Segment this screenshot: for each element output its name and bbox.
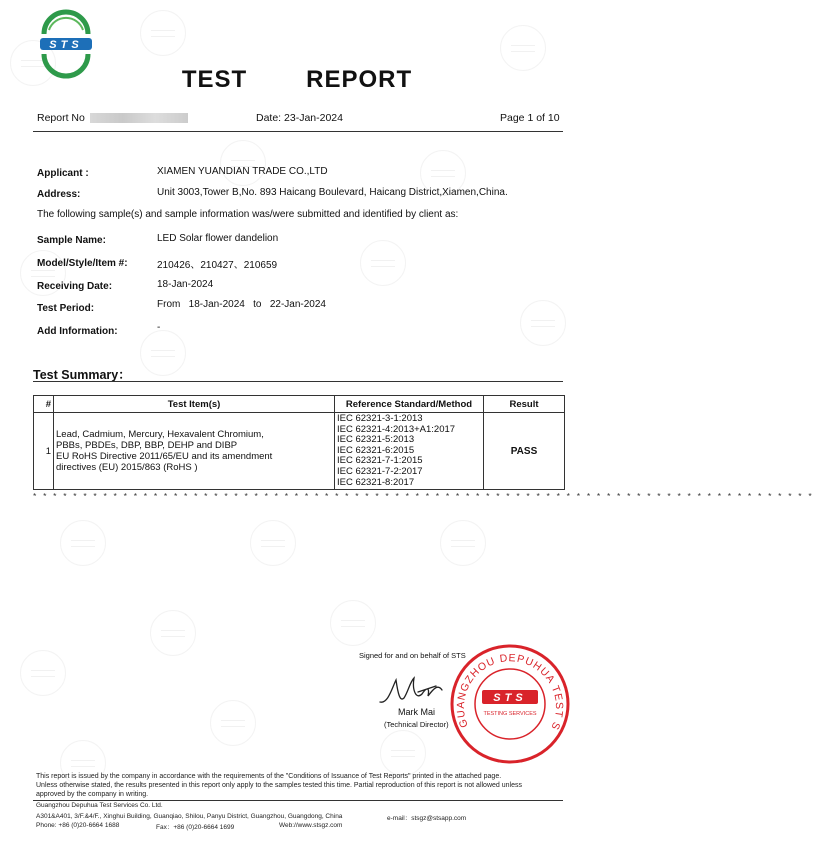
receiving-date-value: 18-Jan-2024 bbox=[157, 279, 214, 290]
column-header: Result bbox=[484, 396, 565, 413]
test-period-label: Test Period: bbox=[37, 303, 95, 314]
table-row bbox=[34, 413, 565, 490]
footer-email: e-mail：stsgz@stsapp.com bbox=[387, 815, 467, 822]
address-label: Address: bbox=[37, 189, 81, 200]
watermark-icon bbox=[440, 520, 486, 566]
column-header: Reference Standard/Method bbox=[335, 396, 484, 413]
redacted-report-number bbox=[90, 113, 188, 123]
footer-phone: Phone: +86 (0)20-6664 1688 bbox=[36, 822, 120, 829]
watermark-icon bbox=[520, 300, 566, 346]
watermark-icon bbox=[360, 240, 406, 286]
add-information-label: Add Information: bbox=[37, 326, 118, 337]
report-no-label: Report No bbox=[37, 112, 85, 124]
company-seal bbox=[448, 642, 572, 771]
footer-web: Web://www.stsgz.com bbox=[279, 822, 343, 829]
page-title: TEST REPORT bbox=[181, 66, 413, 93]
watermark-icon bbox=[220, 140, 266, 186]
signer-role: (Technical Director) bbox=[384, 720, 449, 729]
receiving-date-label: Receiving Date: bbox=[37, 281, 113, 292]
add-information-value: - bbox=[157, 322, 161, 333]
watermark-icon bbox=[250, 520, 296, 566]
watermark-icon bbox=[210, 700, 256, 746]
test-period-value: From 18-Jan-2024 to 22-Jan-2024 bbox=[157, 299, 326, 310]
signed-for-text: Signed for and on behalf of STS bbox=[359, 651, 466, 660]
disclaimer-line-3: approved by the company in writing. bbox=[36, 791, 149, 798]
test-items-cell: Lead, Cadmium, Mercury, Hexavalent Chromium, PBBs, PBDEs, DBP, BBP, DEHP and DIBP EU RoHS Directive 2011/65/EU and its amendment directives (EU) 2015/863 (RoHS ) bbox=[54, 413, 335, 490]
model-value: 210426、210427、210659 bbox=[157, 260, 278, 271]
watermark-icon bbox=[380, 730, 426, 776]
watermark-icon bbox=[500, 25, 546, 71]
disclaimer-line-1: This report is issued by the company in accordance with the requirements of the "Conditions of Issuance of Test Reports" printed in the attached page. bbox=[36, 773, 502, 780]
address-value: Unit 3003,Tower B,No. 893 Haicang Boulevard, Haicang District,Xiamen,China. bbox=[157, 187, 508, 198]
footer-company: Guangzhou Depuhua Test Services Co. Ltd. bbox=[36, 802, 163, 809]
intro-text: The following sample(s) and sample information was/were submitted and identified by client as: bbox=[37, 209, 459, 220]
sample-name-value: LED Solar flower dandelion bbox=[157, 233, 279, 244]
sample-name-label: Sample Name: bbox=[37, 235, 106, 246]
watermark-icon bbox=[330, 600, 376, 646]
applicant-label: Applicant : bbox=[37, 168, 89, 179]
column-header: Test Item(s) bbox=[54, 396, 335, 413]
watermark-icon bbox=[140, 10, 186, 56]
seal-sub-text: TESTING SERVICES bbox=[483, 711, 537, 717]
seal-ring-text: GUANGZHOU DEPUHUA TEST S bbox=[454, 652, 566, 733]
table-header-row bbox=[34, 396, 565, 413]
test-summary-title: Test Summary： bbox=[33, 368, 131, 382]
logo-text: STS bbox=[49, 39, 83, 51]
asterisk-divider: * * * * * * * * * * * * * * * * * * * * * * * * * * * * * * * * * * * * * * * * * * * * * * * * * * * * * * * * * * * * * * * * * * * * * * * * * * * * * * bbox=[33, 491, 814, 501]
watermark-icon bbox=[140, 330, 186, 376]
disclaimer-line-2: Unless otherwise stated, the results presented in this report only apply to the samples tested this time. Partial reproduction of this report is not allowed unless bbox=[36, 782, 522, 789]
header-divider bbox=[33, 131, 563, 132]
signer-name: Mark Mai bbox=[398, 707, 436, 717]
watermark-icon bbox=[20, 650, 66, 696]
page-number: Page 1 of 10 bbox=[500, 112, 560, 124]
summary-divider bbox=[33, 381, 563, 382]
footer-fax: Fax：+86 (0)20-6664 1699 bbox=[156, 824, 235, 831]
seal-logo-text: STS bbox=[493, 692, 527, 704]
watermark-icon bbox=[150, 610, 196, 656]
sts-logo bbox=[36, 22, 96, 71]
footer-address: A301&A401, 3/F.&4/F., Xinghui Building, Guanqiao, Shilou, Panyu District, Guangzhou, Guangdong, China bbox=[36, 813, 343, 820]
test-summary-table bbox=[33, 395, 565, 490]
applicant-value: XIAMEN YUANDIAN TRADE CO.,LTD bbox=[157, 166, 328, 177]
column-header: # bbox=[34, 396, 54, 413]
watermark-icon bbox=[60, 520, 106, 566]
svg-text:GUANGZHOU DEPUHUA TEST SERVICE bbox=[448, 642, 565, 732]
row-number: 1 bbox=[34, 413, 54, 490]
report-date: Date: 23-Jan-2024 bbox=[256, 112, 343, 124]
model-label: Model/Style/Item #: bbox=[37, 258, 128, 269]
footer-divider bbox=[33, 800, 563, 801]
result-cell: PASS bbox=[484, 413, 565, 490]
standards-cell: IEC 62321-3-1:2013 IEC 62321-4:2013+A1:2017 IEC 62321-5:2013 IEC 62321-6:2015 IEC 62321-7-1:2015 IEC 62321-7-2:2017 IEC 62321-8:2017 bbox=[335, 413, 484, 490]
